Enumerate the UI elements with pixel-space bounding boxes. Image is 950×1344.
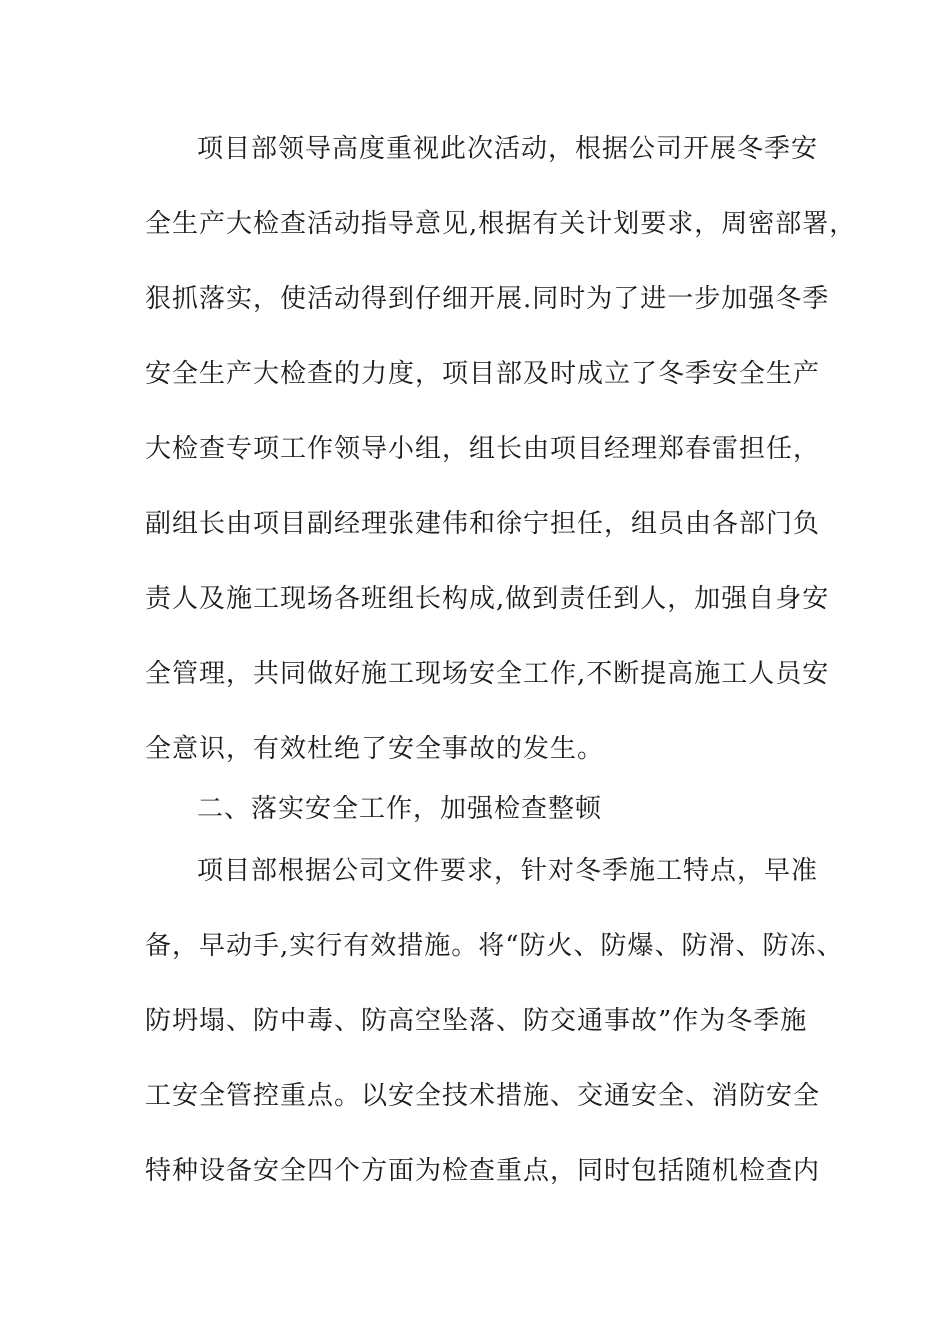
paragraph-1-line-1: 项目部领导高度重视此次活动，根据公司开展冬季安 bbox=[197, 134, 819, 164]
paragraph-2-line-1: 项目部根据公司文件要求，针对冬季施工特点，早准 bbox=[197, 856, 819, 886]
paragraph-1-line-3: 狠抓落实，使活动得到仔细开展.同时为了进一步加强冬季 bbox=[145, 284, 830, 314]
paragraph-1-line-7: 责人及施工现场各班组长构成,做到责任到人，加强自身安 bbox=[145, 584, 830, 614]
paragraph-1-line-5: 大检查专项工作领导小组，组长由项目经理郑春雷担任， bbox=[145, 434, 821, 464]
section-heading: 二、落实安全工作，加强检查整顿 bbox=[197, 794, 603, 824]
paragraph-1-line-6: 副组长由项目副经理张建伟和徐宁担任，组员由各部门负 bbox=[145, 509, 821, 539]
paragraph-1-line-8: 全管理，共同做好施工现场安全工作,不断提高施工人员安 bbox=[145, 659, 830, 689]
paragraph-2-line-4: 工安全管控重点。以安全技术措施、交通安全、消防安全 bbox=[145, 1081, 821, 1111]
paragraph-1-line-9: 全意识，有效杜绝了安全事故的发生。 bbox=[145, 734, 605, 764]
paragraph-1-line-2: 全生产大检查活动指导意见,根据有关计划要求，周密部署， bbox=[145, 209, 857, 239]
paragraph-1-line-4: 安全生产大检查的力度，项目部及时成立了冬季安全生产 bbox=[145, 359, 821, 389]
paragraph-2-line-5: 特种设备安全四个方面为检查重点，同时包括随机检查内 bbox=[145, 1156, 821, 1186]
paragraph-2-line-3: 防坍塌、防中毒、防高空坠落、防交通事故”作为冬季施 bbox=[145, 1006, 808, 1036]
paragraph-2-line-2: 备，早动手,实行有效措施。将“防火、防爆、防滑、防冻、 bbox=[145, 931, 844, 961]
